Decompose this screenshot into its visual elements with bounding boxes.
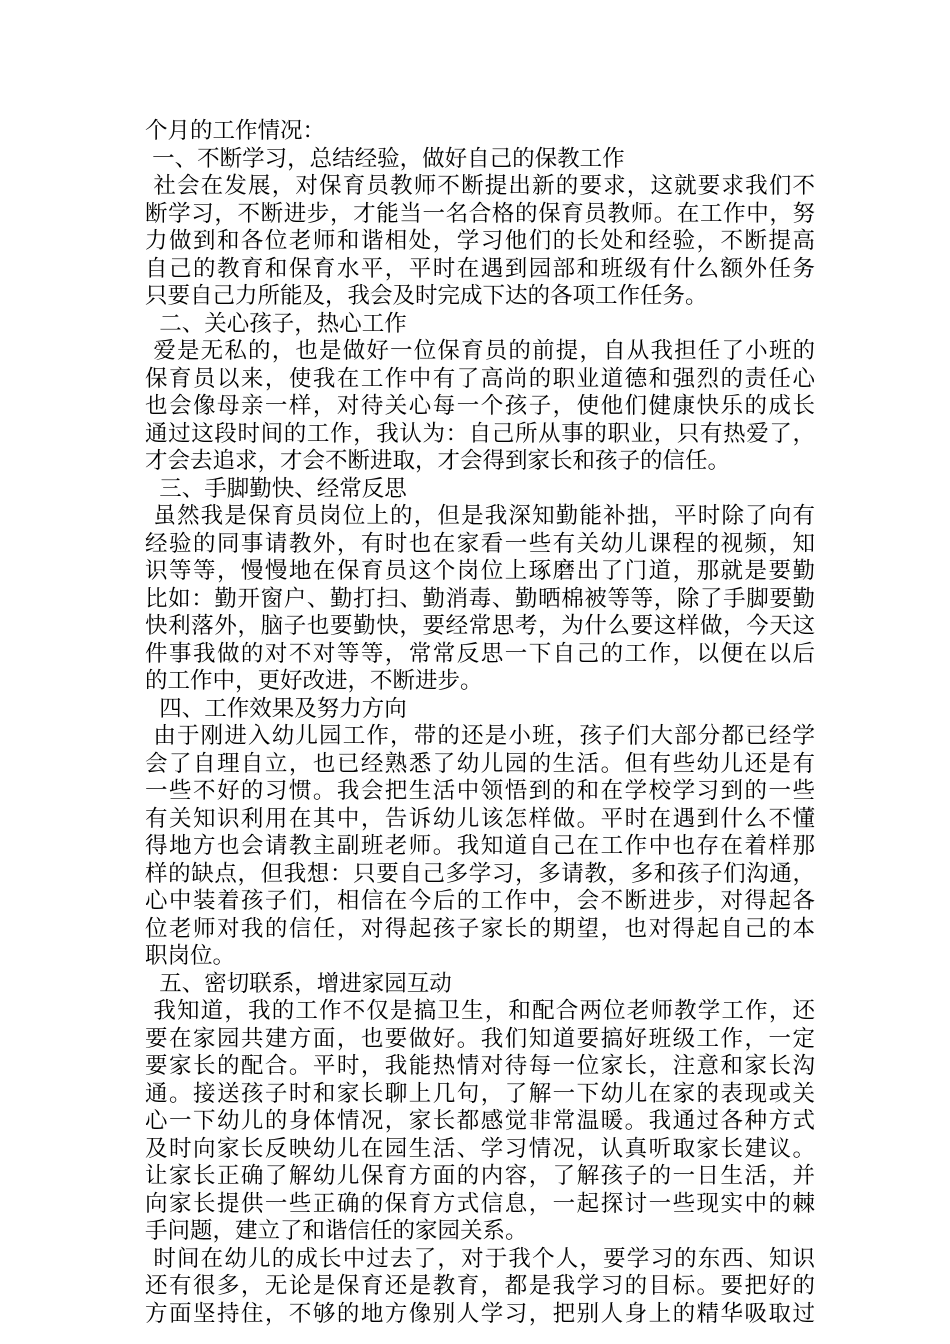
paragraph-line: 的工作中，更好改进，不断进步。 <box>145 668 483 694</box>
paragraph-line: 职岗位。 <box>145 943 236 969</box>
paragraph-line: 虽然我是保育员岗位上的，但是我深知勤能补拙，平时除了向有 <box>145 503 815 529</box>
paragraph-line: 样的缺点，但我想：只要自己多学习，多请教，多和孩子们沟通， <box>145 860 815 887</box>
paragraph-line: 时间在幼儿的成长中过去了，对于我个人，要学习的东西、知识 <box>145 1245 815 1272</box>
paragraph-line: 向家长提供一些正确的保育方式信息，一起探讨一些现实中的棘 <box>145 1190 815 1217</box>
section-heading: 四、工作效果及努力方向 <box>145 695 407 722</box>
paragraph-line: 及时向家长反映幼儿在园生活、学习情况，认真听取家长建议。 <box>145 1135 815 1162</box>
section-heading: 五、密切联系，增进家园互动 <box>145 970 452 997</box>
paragraph-line: 方面坚持住，不够的地方像别人学习，把别人身上的精华吸取过 <box>145 1300 815 1327</box>
paragraph-line: 手问题，建立了和谐信任的家园关系。 <box>145 1218 528 1244</box>
paragraph-line: 一些不好的习惯。我会把生活中领悟到的和在学校学习到的一些 <box>145 778 815 804</box>
paragraph-line: 也会像母亲一样，对待关心每一个孩子，使他们健康快乐的成长 <box>145 393 815 419</box>
paragraph-line: 件事我做的对不对等等，常常反思一下自己的工作，以便在以后 <box>145 640 815 667</box>
paragraph-line: 识等等，慢慢地在保育员这个岗位上琢磨出了门道，那就是要勤 <box>145 558 815 584</box>
paragraph-line: 得地方也会请教主副班老师。我知道自己在工作中也存在着样那 <box>145 833 815 859</box>
section-heading: 三、手脚勤快、经常反思 <box>145 475 407 502</box>
paragraph-line: 通过这段时间的工作，我认为：自己所从事的职业，只有热爱了， <box>145 420 815 447</box>
paragraph-line: 经验的同事请教外，有时也在家看一些有关幼儿课程的视频，知 <box>145 530 815 557</box>
paragraph-line: 个月的工作情况： <box>145 118 326 144</box>
paragraph-line: 断学习，不断进步，才能当一名合格的保育员教师。在工作中，努 <box>145 200 815 227</box>
paragraph-line: 我知道，我的工作不仅是搞卫生，和配合两位老师教学工作，还 <box>145 998 815 1024</box>
paragraph-line: 要在家园共建方面，也要做好。我们知道要搞好班级工作，一定 <box>145 1025 815 1052</box>
paragraph-line: 只要自己力所能及，我会及时完成下达的各项工作任务。 <box>145 283 708 309</box>
paragraph-line: 社会在发展，对保育员教师不断提出新的要求，这就要求我们不 <box>145 173 815 199</box>
paragraph-line: 心一下幼儿的身体情况，家长都感觉非常温暖。我通过各种方式 <box>145 1108 815 1134</box>
paragraph-line: 通。接送孩子时和家长聊上几句，了解一下幼儿在家的表现或关 <box>145 1080 815 1107</box>
section-heading: 二、关心孩子，热心工作 <box>145 310 407 337</box>
paragraph-line: 位老师对我的信任，对得起孩子家长的期望，也对得起自己的本 <box>145 915 815 942</box>
section-heading: 一、不断学习，总结经验，做好自己的保教工作 <box>145 145 625 172</box>
paragraph-line: 让家长正确了解幼儿保育方面的内容，了解孩子的一日生活，并 <box>145 1163 815 1189</box>
paragraph-line: 有关知识利用在其中，告诉幼儿该怎样做。平时在遇到什么不懂 <box>145 805 815 832</box>
paragraph-line: 比如：勤开窗户、勤打扫、勤消毒、勤晒棉被等等，除了手脚要勤 <box>145 585 815 612</box>
document-body <box>145 118 815 1328</box>
paragraph-line: 保育员以来，使我在工作中有了高尚的职业道德和强烈的责任心 <box>145 365 815 392</box>
paragraph-line: 爱是无私的，也是做好一位保育员的前提，自从我担任了小班的 <box>145 338 815 364</box>
paragraph-line: 还有很多，无论是保育还是教育，都是我学习的目标。要把好的 <box>145 1273 815 1299</box>
paragraph-line: 由于刚进入幼儿园工作，带的还是小班，孩子们大部分都已经学 <box>145 723 815 749</box>
paragraph-line: 快利落外，脑子也要勤快，要经常思考，为什么要这样做，今天这 <box>145 613 815 639</box>
paragraph-line: 要家长的配合。平时，我能热情对待每一位家长，注意和家长沟 <box>145 1053 815 1079</box>
paragraph-line: 会了自理自立，也已经熟悉了幼儿园的生活。但有些幼儿还是有 <box>145 750 815 777</box>
paragraph-line: 心中装着孩子们，相信在今后的工作中，会不断进步，对得起各 <box>145 888 815 914</box>
paragraph-line: 自己的教育和保育水平，平时在遇到园部和班级有什么额外任务 <box>145 255 815 282</box>
paragraph-line: 才会去追求，才会不断进取，才会得到家长和孩子的信任。 <box>145 448 731 474</box>
paragraph-line: 力做到和各位老师和谐相处，学习他们的长处和经验，不断提高 <box>145 228 815 254</box>
